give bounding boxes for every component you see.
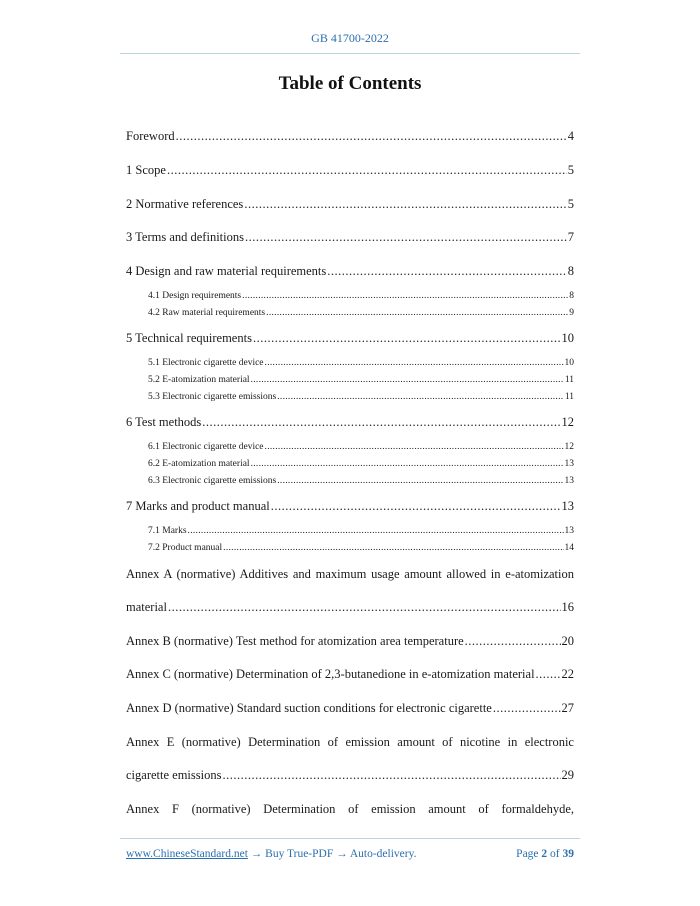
- toc-entry-page: 11: [564, 392, 574, 402]
- toc-annex-e-line1[interactable]: Annex E (normative) Determination of emission amount of nicotine in electronic: [126, 735, 574, 749]
- toc-annex-a[interactable]: [126, 599, 574, 615]
- toc-leader-dots: [327, 263, 566, 279]
- toc-entry-page: 20: [561, 634, 574, 648]
- toc-leader-dots: [223, 540, 563, 556]
- toc-leader-dots: [271, 498, 561, 514]
- toc-entry-label: 7.2 Product manual: [148, 543, 223, 553]
- total-pages-number: 39: [562, 848, 574, 860]
- toc-entry-label: Annex C (normative) Determination of 2,3-butanedione in e-atomization material: [126, 667, 535, 681]
- toc-entry-label: 5 Technical requirements: [126, 331, 252, 345]
- toc-leader-dots: [188, 523, 564, 539]
- toc-annex-a-line1[interactable]: Annex A (normative) Additives and maximum usage amount allowed in e-atomization: [126, 567, 574, 581]
- toc-entry-page: 12: [561, 415, 574, 429]
- toc-leader-dots: [168, 599, 561, 615]
- toc-leader-dots: [465, 633, 561, 649]
- toc-leader-dots: [277, 473, 563, 489]
- toc-entry-page: 10: [564, 358, 574, 368]
- footer-divider: [120, 838, 580, 839]
- toc-entry-label: 7.1 Marks: [148, 526, 187, 536]
- toc-entry-page: 22: [561, 667, 574, 681]
- toc-entry-page: 27: [561, 701, 574, 715]
- toc-annex-f-line1[interactable]: Annex F (normative) Determination of emission amount of formaldehyde,: [126, 802, 574, 816]
- toc-entry-label: 4.2 Raw material requirements: [148, 308, 266, 318]
- toc-leader-dots: [176, 128, 567, 144]
- header-divider: [120, 53, 580, 54]
- toc-entry-label: 5.2 E-atomization material: [148, 375, 250, 385]
- toc-entry-page: 7: [567, 230, 574, 244]
- toc-entry-ecig-emissions[interactable]: [148, 389, 574, 405]
- toc-entry-page: 9: [569, 308, 574, 318]
- toc-entry-label: 6 Test methods: [126, 415, 202, 429]
- toc-entry-terms-definitions[interactable]: [126, 229, 574, 245]
- toc-annex-b[interactable]: [126, 633, 574, 649]
- current-page-number: 2: [541, 848, 548, 860]
- toc-entry-scope[interactable]: [126, 162, 574, 178]
- toc-leader-dots: [265, 355, 564, 371]
- toc-leader-dots: [266, 305, 568, 321]
- toc-leader-dots: [202, 414, 560, 430]
- toc-entry-marks-manual[interactable]: [126, 498, 574, 514]
- footer-promo-text: → Buy True-PDF → Auto-delivery.: [247, 848, 417, 860]
- toc-entry-technical-requirements[interactable]: [126, 330, 574, 346]
- toc-entry-foreword[interactable]: [126, 128, 574, 144]
- toc-entry-test-methods[interactable]: [126, 414, 574, 430]
- toc-entry-label: 1 Scope: [126, 163, 166, 177]
- toc-entry-label: Annex D (normative) Standard suction conditions for electronic cigarette: [126, 701, 492, 715]
- toc-leader-dots: [251, 456, 564, 472]
- footer-site-link[interactable]: www.ChineseStandard.net: [126, 848, 248, 860]
- toc-entry-label: 6.2 E-atomization material: [148, 459, 250, 469]
- toc-leader-dots: [245, 229, 567, 245]
- page-title: Table of Contents: [278, 73, 422, 94]
- toc-entry-label: 7 Marks and product manual: [126, 499, 270, 513]
- toc-entry-page: 12: [564, 442, 574, 452]
- toc-entry-page: 8: [567, 264, 574, 278]
- toc-entry-page: 4: [567, 129, 574, 143]
- toc-entry-page: 13: [564, 526, 574, 536]
- toc-annex-e[interactable]: [126, 767, 574, 783]
- toc-entry-page: 5: [567, 197, 574, 211]
- toc-leader-dots: [265, 439, 564, 455]
- toc-entry-page: 29: [561, 768, 574, 782]
- toc-entry-label: 5.1 Electronic cigarette device: [148, 358, 264, 368]
- toc-annex-c[interactable]: [126, 666, 574, 682]
- toc-entry-label: 2 Normative references: [126, 197, 244, 211]
- page-word: Page: [516, 848, 539, 860]
- toc-entry-marks[interactable]: [148, 523, 574, 539]
- header-standard-number: GB 41700-2022: [311, 31, 389, 45]
- toc-leader-dots: [244, 196, 566, 212]
- toc-entry-page: 13: [561, 499, 574, 513]
- toc-leader-dots: [277, 389, 564, 405]
- toc-entry-normative-references[interactable]: [126, 196, 574, 212]
- toc-leader-dots: [493, 700, 561, 716]
- toc-entry-label: 6.3 Electronic cigarette emissions: [148, 476, 277, 486]
- toc-entry-label: Annex B (normative) Test method for atomization area temperature: [126, 634, 464, 648]
- toc-leader-dots: [536, 666, 561, 682]
- toc-entry-ecig-device[interactable]: [148, 355, 574, 371]
- toc-entry-label: 4.1 Design requirements: [148, 291, 242, 301]
- toc-entry-page: 10: [561, 331, 574, 345]
- toc-entry-label: 4 Design and raw material requirements: [126, 264, 327, 278]
- toc-entry-e-atomization-material[interactable]: [148, 372, 574, 388]
- toc-entry-test-ecig-device[interactable]: [148, 439, 574, 455]
- page-indicator: [516, 848, 574, 860]
- toc-entry-label: 5.3 Electronic cigarette emissions: [148, 392, 277, 402]
- toc-entry-page: 11: [564, 375, 574, 385]
- toc-entry-page: 5: [567, 163, 574, 177]
- toc-leader-dots: [242, 288, 568, 304]
- toc-entry-label: cigarette emissions: [126, 768, 222, 782]
- toc-entry-label: Foreword: [126, 129, 175, 143]
- toc-annex-d[interactable]: [126, 700, 574, 716]
- toc-entry-page: 13: [564, 459, 574, 469]
- toc-entry-label: 3 Terms and definitions: [126, 230, 244, 244]
- toc-entry-page: 16: [561, 600, 574, 614]
- toc-entry-test-ecig-emissions[interactable]: [148, 473, 574, 489]
- toc-entry-design-requirements[interactable]: [148, 288, 574, 304]
- toc-leader-dots: [167, 162, 567, 178]
- toc-entry-test-e-atomization[interactable]: [148, 456, 574, 472]
- footer: [126, 848, 574, 860]
- toc-leader-dots: [253, 330, 561, 346]
- toc-entry-page: 14: [564, 543, 574, 553]
- toc-entry-product-manual[interactable]: [148, 540, 574, 556]
- of-word: of: [550, 848, 560, 860]
- toc-entry-page: 8: [569, 291, 574, 301]
- toc-entry-design-raw-material[interactable]: [126, 263, 574, 279]
- toc-leader-dots: [251, 372, 564, 388]
- toc-entry-page: 13: [564, 476, 574, 486]
- toc-entry-label: material: [126, 600, 167, 614]
- toc-entry-label: 6.1 Electronic cigarette device: [148, 442, 264, 452]
- toc-leader-dots: [222, 767, 560, 783]
- toc-entry-raw-material-requirements[interactable]: [148, 305, 574, 321]
